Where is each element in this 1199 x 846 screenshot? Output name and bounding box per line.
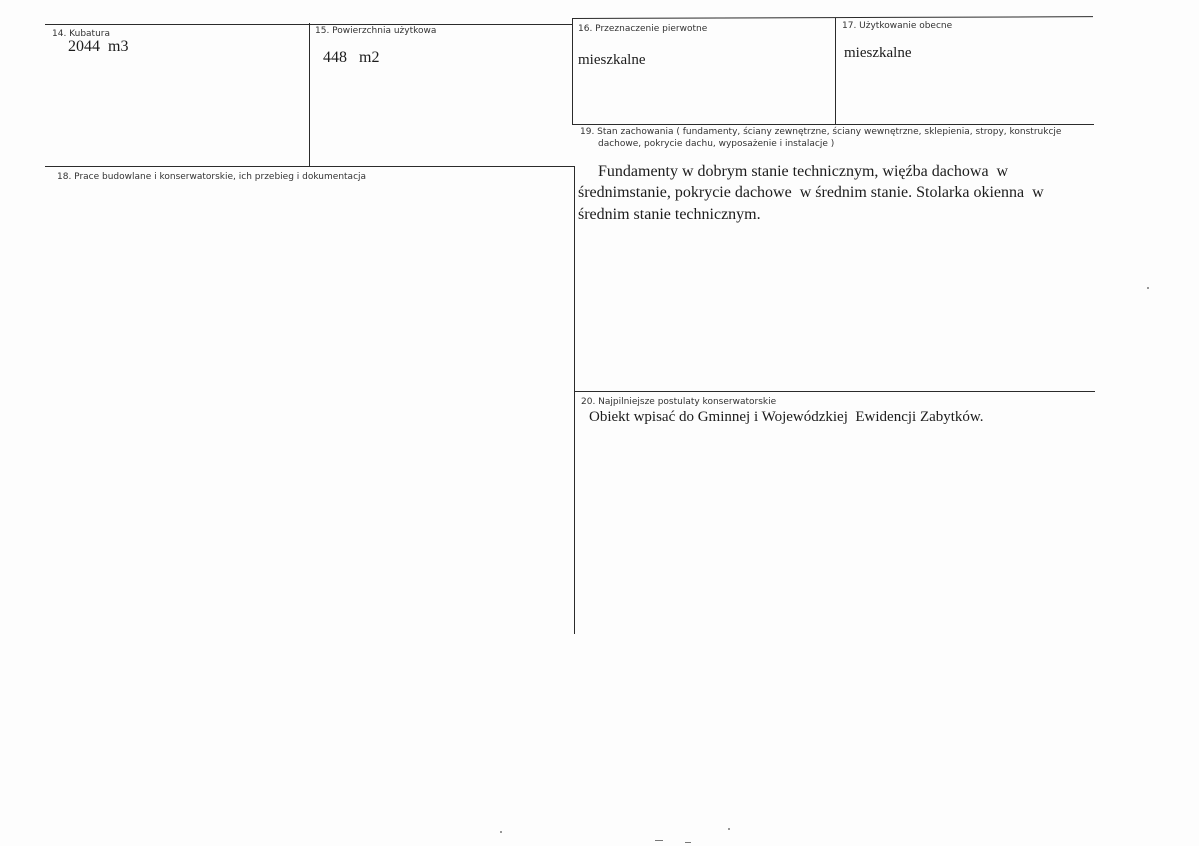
field-18-label: 18. Prace budowlane i konserwatorskie, ich przebieg i dokumentacja <box>57 172 367 182</box>
field-15-value: 448 m2 <box>323 49 380 66</box>
divider-15-16 <box>572 19 573 125</box>
field-19-value-line-3: średnim stanie technicznym. <box>578 206 761 223</box>
field-20-value: Obiekt wpisać do Gminnej i Wojewódzkiej Ewidencji Zabytków. <box>589 409 984 425</box>
separator-under-14-15 <box>45 166 574 167</box>
scan-speck <box>500 831 502 833</box>
field-19-label-line-2: dachowe, pokrycie dachu, wyposażenie i instalacje ) <box>598 139 835 149</box>
field-17-label: 17. Użytkowanie obecne <box>842 21 953 31</box>
field-20-label: 20. Najpilniejsze postulaty konserwatorskie <box>581 397 777 407</box>
field-17-value: mieszkalne <box>844 45 912 61</box>
scan-speck <box>655 840 663 841</box>
divider-14-15 <box>309 23 310 166</box>
field-16-label: 16. Przeznaczenie pierwotne <box>578 24 708 34</box>
scan-speck <box>728 828 730 830</box>
divider-left-right-column <box>574 166 575 634</box>
field-19-value-line-1: Fundamenty w dobrym stanie technicznym, więźba dachowa w <box>598 163 1009 180</box>
field-16-value: mieszkalne <box>578 52 646 68</box>
field-15-label: 15. Powierzchnia użytkowa <box>315 26 437 36</box>
scan-speck <box>685 842 691 843</box>
field-19-label-line-1: 19. Stan zachowania ( fundamenty, ściany zewnętrzne, ściany wewnętrzne, sklepienia, stropy, konstrukcje <box>580 127 1062 137</box>
top-border-right <box>572 16 1093 19</box>
field-14-label: 14. Kubatura <box>52 29 111 39</box>
divider-16-17 <box>835 18 836 125</box>
field-14-value: 2044 m3 <box>68 38 129 55</box>
scan-speck <box>1147 287 1149 289</box>
field-19-value-line-2: średnimstanie, pokrycie dachowe w średnim stanie. Stolarka okienna w <box>578 184 1044 201</box>
separator-under-19 <box>574 391 1095 392</box>
